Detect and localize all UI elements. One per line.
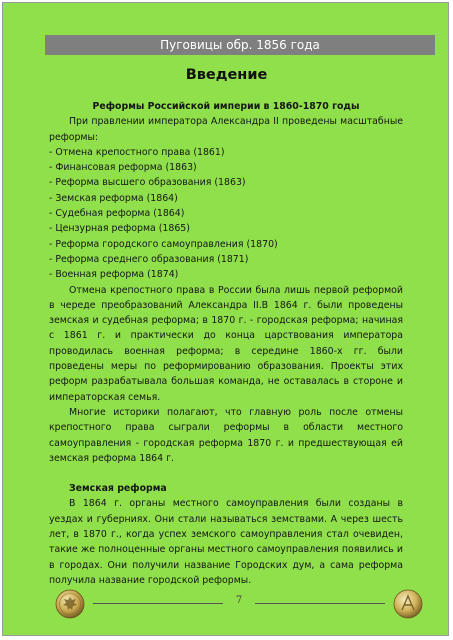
footer-divider-left	[93, 603, 223, 604]
reform-item: - Реформа среднего образования (1871)	[49, 253, 249, 265]
reform-item: - Реформа высшего образования (1863)	[49, 177, 246, 189]
footer-divider-right	[255, 603, 385, 604]
page-heading: Введение	[185, 67, 268, 83]
reform-list	[49, 145, 403, 283]
reforms-intro: При правлении императора Александра II проведены масштабные реформы:	[49, 116, 403, 143]
section-title-zemstvo: Земская реформа	[69, 483, 167, 495]
header-bar	[45, 35, 435, 55]
reform-item: - Земская реформа (1864)	[49, 192, 178, 204]
header-title: Пуговицы обр. 1856 года	[160, 38, 320, 52]
document-page	[2, 2, 449, 636]
paragraph-historians: Многие историки полагают, что главную роль после отмены крепостного права сыграли реформы в области местного самоуправления - городская реформа 1870 г. и предшествующая ей земская реформа 1864 г.	[49, 406, 403, 464]
reform-item: - Отмена крепостного права (1861)	[49, 146, 225, 158]
paragraph-reforms-sequence: Отмена крепостного права в России была лишь первой реформой в череде преобразований Александра II.В 1864 г. были проведены земская и судебная реформа; в 1870 г. - городская реформа; начиная с 1861 г. и практически до конца царствования императора проводилась военная реформа; в середине 1860-х гг. были проведены меры по реформированию образования. Проекты этих реформ разрабатывала большая команда, не оставалась в стороне и императорская семья.	[49, 284, 403, 403]
document-body	[49, 99, 403, 588]
reform-item: - Реформа городского самоуправления (1870)	[49, 238, 278, 250]
reform-item: - Финансовая реформа (1863)	[49, 162, 197, 174]
section-title-reforms: Реформы Российской империи в 1860-1870 годы	[92, 101, 360, 112]
monogram-button-icon	[393, 589, 423, 619]
reform-item: - Военная реформа (1874)	[49, 269, 179, 281]
reform-item: - Цензурная реформа (1865)	[49, 223, 190, 235]
reform-item: - Судебная реформа (1864)	[49, 208, 185, 220]
eagle-button-icon	[55, 589, 85, 619]
paragraph-zemstvo: В 1864 г. органы местного самоуправления были созданы в уездах и губерниях. Они стали называться земствами. А через шесть лет, в 1870 г., когда успех земского самоуправления стал очевиден, такие же полноценные органы местного самоуправления появились и в городах. Они получили название Городских дум, а сама реформа получила название городской реформы.	[49, 498, 403, 586]
page-number: 7	[235, 595, 243, 606]
